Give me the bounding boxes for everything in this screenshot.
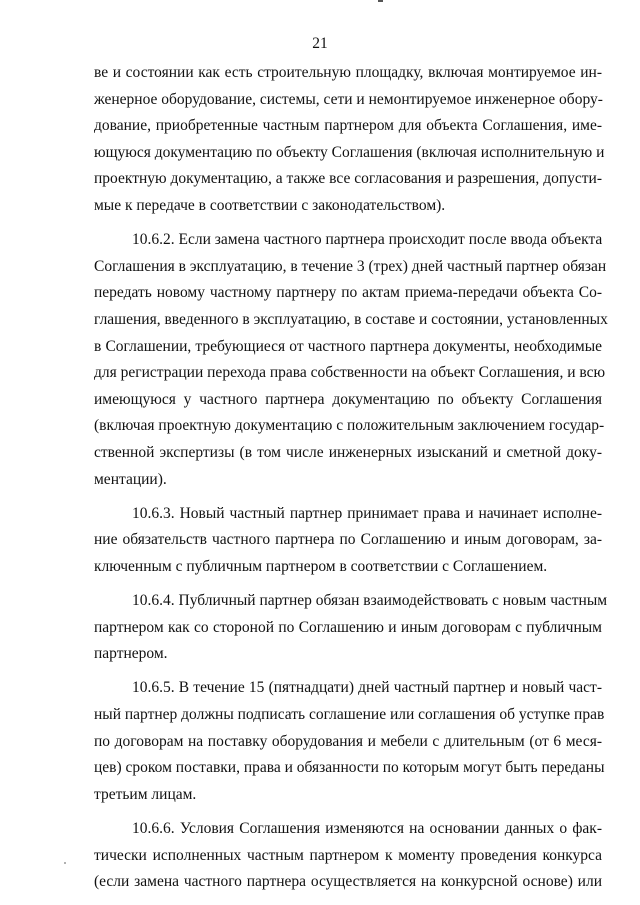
paragraph-p3 <box>94 588 608 668</box>
scan-mark <box>378 0 383 2</box>
page-number: 21 <box>312 35 328 52</box>
text-line: для регистрации перехода права собственности на объект Соглашения, и всю <box>94 364 606 382</box>
text-line: ющуюся документацию по объекту Соглашения (включая исполнительную и <box>94 143 605 161</box>
paragraph-p2 <box>94 501 602 581</box>
paragraph-p1 <box>94 227 608 493</box>
text-line: по договорам на поставку оборудования и мебели с длительным (от 6 меся- <box>94 732 602 750</box>
text-line: тически исполненных частным партнером к моменту проведения конкурса <box>94 846 602 864</box>
paragraph-p0 <box>94 60 605 220</box>
text-line: Соглашения в эксплуатацию, в течение 3 (трех) дней частный партнер обязан <box>94 257 607 275</box>
text-line: партнером как со стороной по Соглашению и иным договорам с публичным <box>94 618 602 636</box>
paragraph-p5 <box>94 816 602 896</box>
text-line: (если замена частного партнера осуществляется на конкурсной основе) или <box>94 873 602 891</box>
text-line: имеющуюся у частного партнера документацию по объекту Соглашения <box>94 390 602 408</box>
text-line: партнером. <box>94 645 168 663</box>
text-line: проектную документацию, а также все согласования и разрешения, допусти- <box>94 170 602 188</box>
text-line: ве и состоянии как есть строительную площадку, включая монтируемое ин- <box>94 64 602 81</box>
text-line: ключенным с публичным партнером в соответствии с Соглашением. <box>94 557 548 575</box>
text-line: передать новому частному партнеру по актам приема-передачи объекта Со- <box>94 284 602 302</box>
text-line: (включая проектную документацию с положительным заключением государ- <box>94 417 605 435</box>
text-line: ние обязательств частного партнера по Соглашению и иным договорам, за- <box>94 531 602 549</box>
text-line: ственной экспертизы (в том числе инженерных изысканий и сметной доку- <box>94 443 602 461</box>
text-line: мые к передаче в соответствии с законодательством). <box>94 196 446 214</box>
text-line: в Соглашении, требующиеся от частного партнера документы, необходимые <box>94 337 602 355</box>
text-line: ментации). <box>94 470 167 488</box>
paragraph-p4 <box>94 675 605 808</box>
text-line: дование, приобретенные частным партнером для объекта Соглашения, име- <box>94 117 602 135</box>
text-line: женерное оборудование, системы, сети и немонтируемое инженерное обору- <box>94 90 603 108</box>
text-line: 10.6.3. Новый частный партнер принимает права и начинает исполне- <box>132 504 602 522</box>
text-line: 10.6.4. Публичный партнер обязан взаимодействовать с новым частным <box>132 592 608 610</box>
scan-speck <box>64 862 66 864</box>
text-line: 10.6.2. Если замена частного партнера происходит после ввода объекта <box>132 231 603 249</box>
text-line: цев) сроком поставки, права и обязанности по которым могут быть переданы <box>94 759 605 777</box>
text-line: 10.6.6. Условия Соглашения изменяются на основании данных о фак- <box>132 820 602 837</box>
text-line: глашения, введенного в эксплуатацию, в составе и состоянии, установленных <box>94 310 608 328</box>
text-line: третьим лицам. <box>94 785 197 803</box>
text-line: 10.6.5. В течение 15 (пятнадцати) дней частный партнер и новый част- <box>132 679 602 697</box>
document-body <box>94 60 608 903</box>
text-line: ный партнер должны подписать соглашение или соглашения об уступке прав <box>94 706 605 724</box>
